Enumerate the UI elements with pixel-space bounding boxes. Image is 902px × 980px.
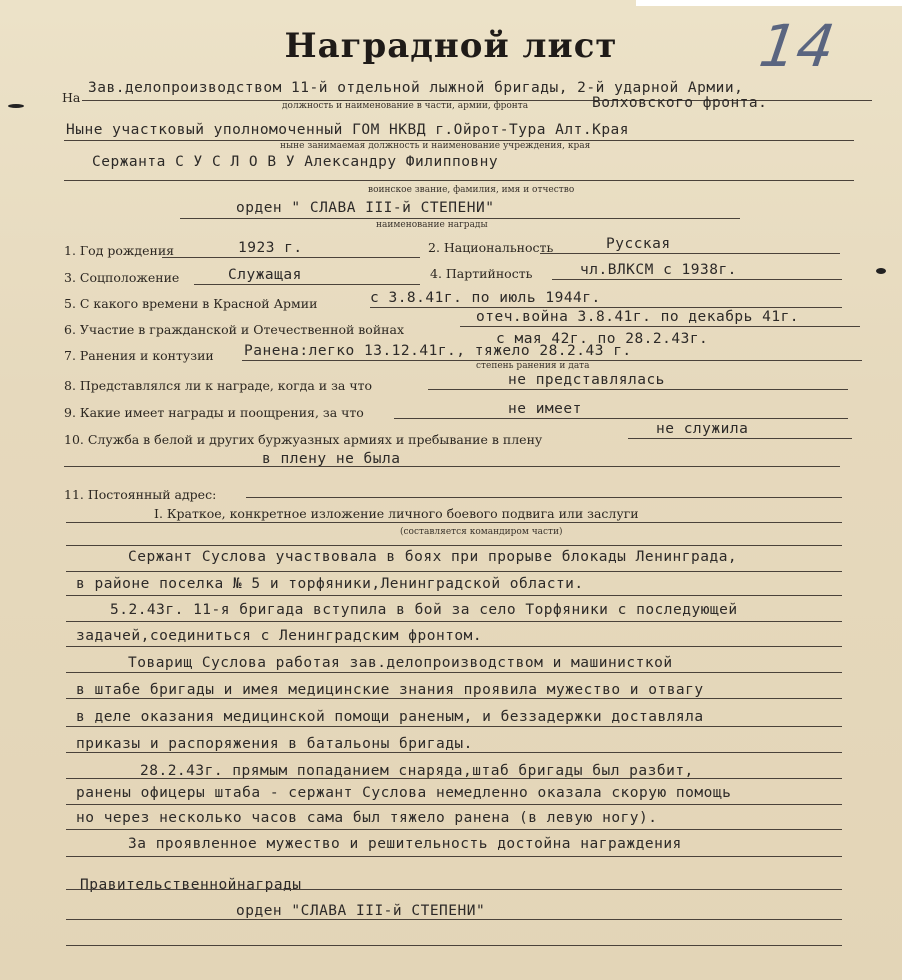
narrative-line: орден "СЛАВА III-й СТЕПЕНИ" bbox=[236, 903, 486, 919]
rule bbox=[552, 279, 842, 280]
narrative-line: Сержант Суслова участвовала в боях при прорыве блокады Ленинграда, bbox=[128, 549, 738, 565]
rule bbox=[66, 778, 842, 779]
narrative-line: За проявленное мужество и решительность достойна награждения bbox=[128, 836, 682, 852]
nationality-value: Русская bbox=[606, 236, 671, 252]
rule bbox=[460, 326, 860, 327]
position-prefix: На bbox=[62, 90, 81, 105]
name-caption: воинское звание, фамилия, имя и отчество bbox=[368, 185, 575, 195]
narrative-line: в районе поселка № 5 и торфяники,Ленинградской области. bbox=[76, 576, 584, 592]
address-label: 11. Постоянный адрес: bbox=[64, 487, 217, 502]
rule bbox=[66, 919, 842, 920]
paper-edge bbox=[636, 0, 902, 6]
position-line-2: Волховского фронта. bbox=[592, 95, 768, 111]
army-since-value: с 3.8.41г. по июль 1944г. bbox=[370, 290, 601, 306]
party-value: чл.ВЛКСМ с 1938г. bbox=[580, 262, 737, 278]
wounds-caption: степень ранения и дата bbox=[476, 361, 590, 371]
narrative-line: приказы и распоряжения в батальоны бригады. bbox=[76, 736, 473, 752]
handwritten-page-number: 14 bbox=[755, 12, 839, 80]
rule bbox=[540, 253, 840, 254]
narrative-line: в деле оказания медицинской помощи раненым, и беззадержки доставляла bbox=[76, 709, 704, 725]
rule bbox=[66, 545, 842, 546]
rule bbox=[66, 945, 842, 946]
previous-award-label: 8. Представлялся ли к награде, когда и за что bbox=[64, 378, 373, 393]
rule bbox=[64, 466, 840, 467]
rule bbox=[162, 257, 420, 258]
rule bbox=[66, 621, 842, 622]
rule bbox=[66, 646, 842, 647]
narrative-line: Товарищ Суслова работая зав.делопроизводством и машинисткой bbox=[128, 655, 673, 671]
wars-value: отеч.война 3.8.41г. по декабрь 41г. bbox=[476, 309, 800, 325]
rule bbox=[628, 438, 852, 439]
rule bbox=[66, 571, 842, 572]
awards-label: 9. Какие имеет награды и поощрения, за что bbox=[64, 405, 364, 420]
rule bbox=[180, 218, 740, 219]
rule bbox=[394, 418, 848, 419]
award-caption: наименование награды bbox=[376, 220, 488, 230]
army-since-label: 5. С какого времени в Красной Армии bbox=[64, 296, 318, 311]
birth-year-value: 1923 г. bbox=[238, 240, 303, 256]
rule bbox=[246, 497, 842, 498]
social-label: 3. Соцположение bbox=[64, 270, 180, 285]
rule bbox=[64, 180, 854, 181]
narrative-line: 5.2.43г. 11-я бригада вступила в бой за село Торфяники с последующей bbox=[110, 602, 738, 618]
rule bbox=[66, 829, 842, 830]
rule bbox=[66, 522, 842, 523]
birth-year-label: 1. Год рождения bbox=[64, 243, 175, 258]
wounds-label: 7. Ранения и контузии bbox=[64, 348, 214, 363]
ink-speck bbox=[876, 268, 886, 274]
rule bbox=[194, 284, 420, 285]
document-title: Наградной лист bbox=[284, 26, 618, 66]
rule bbox=[370, 307, 842, 308]
narrative-line: 28.2.43г. прямым попаданием снаряда,штаб бригады был разбит, bbox=[140, 763, 694, 779]
white-army-value: не служила bbox=[656, 421, 749, 437]
narrative-line: в штабе бригады и имея медицинские знания проявила мужество и отвагу bbox=[76, 682, 704, 698]
rule bbox=[66, 856, 842, 857]
rule bbox=[66, 889, 842, 890]
position-caption: должность и наименование в части, армии, фронта bbox=[282, 101, 529, 111]
current-position: Ныне участковый уполномоченный ГОМ НКВД г.Ойрот-Тура Алт.Края bbox=[66, 122, 630, 138]
narrative-line: задачей,соединиться с Ленинградским фронтом. bbox=[76, 628, 483, 644]
wars-value-2: с мая 42г. по 28.2.43г. bbox=[496, 331, 709, 347]
narrative-line: но через несколько часов сама был тяжело ранена (в левую ногу). bbox=[76, 810, 658, 826]
wars-label: 6. Участие в гражданской и Отечественной войнах bbox=[64, 322, 405, 337]
rule bbox=[66, 804, 842, 805]
captivity-value: в плену не была bbox=[262, 451, 401, 467]
nationality-label: 2. Национальность bbox=[428, 240, 554, 255]
rule bbox=[66, 726, 842, 727]
rule bbox=[66, 672, 842, 673]
rule bbox=[66, 595, 842, 596]
award-name: орден " СЛАВА III-й СТЕПЕНИ" bbox=[236, 200, 495, 216]
rule bbox=[428, 389, 848, 390]
narrative-line: Правительственнойнаграды bbox=[80, 877, 302, 893]
party-label: 4. Партийность bbox=[430, 266, 533, 281]
nominee-name: Сержанта С У С Л О В У Александру Филипповну bbox=[92, 154, 499, 170]
white-army-label: 10. Служба в белой и других буржуазных армиях и пребывание в плену bbox=[64, 432, 543, 447]
narrative-line: ранены офицеры штаба - сержант Суслова немедленно оказала скорую помощь bbox=[76, 785, 732, 801]
section-heading: I. Краткое, конкретное изложение личного боевого подвига или заслуги bbox=[154, 506, 639, 521]
rule bbox=[66, 698, 842, 699]
wounds-value: Ранена:легко 13.12.41г., тяжело 28.2.43 г. bbox=[244, 343, 632, 359]
previous-award-value: не представлялась bbox=[508, 372, 665, 388]
rule bbox=[66, 752, 842, 753]
position-line-1: Зав.делопроизводством 11-й отдельной лыжной бригады, 2-й ударной Армии, bbox=[88, 80, 744, 96]
current-position-caption: ныне занимаемая должность и наименование учреждения, края bbox=[280, 141, 591, 151]
section-caption: (составляется командиром части) bbox=[400, 527, 563, 537]
social-value: Служащая bbox=[228, 267, 302, 283]
awards-value: не имеет bbox=[508, 401, 582, 417]
ink-speck bbox=[8, 104, 24, 108]
